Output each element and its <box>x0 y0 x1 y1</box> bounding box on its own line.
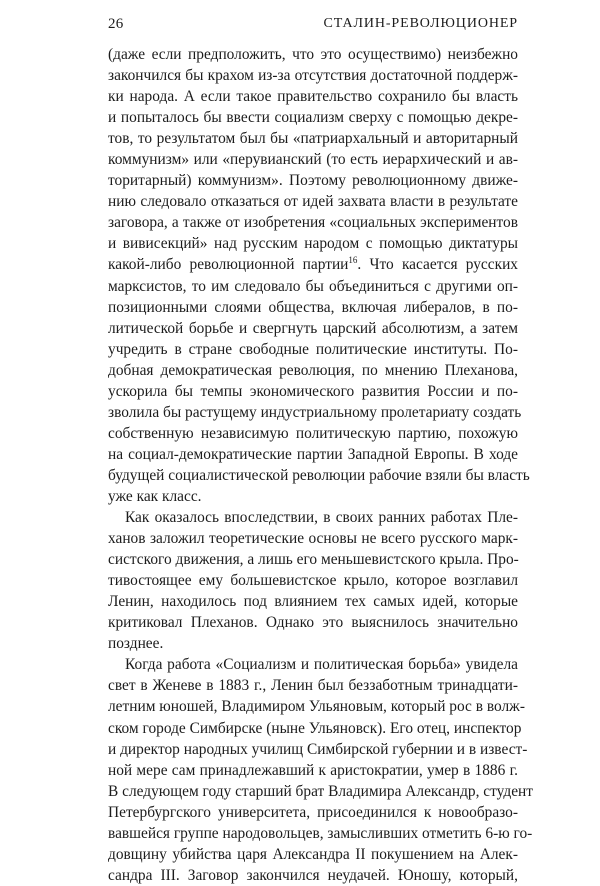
text-line: Петербургского университета, присоединился к новообразо- <box>108 803 518 821</box>
text-line: и вивисекций» над русским народом с помощью диктатуры <box>108 235 518 253</box>
text-line: торитарный) коммунизм». Поэтому революционному движе- <box>108 172 518 190</box>
text-line: ускорила бы темпы экономического развития России и по- <box>108 382 518 400</box>
text-line: нию следовало отказаться от идей захвата власти в результате <box>108 193 518 211</box>
body-text <box>108 44 533 886</box>
text-segment: какой-либо революционной партии <box>108 256 349 274</box>
text-line: на социал-демократические партии Западной Европы. В ходе <box>108 445 518 463</box>
text-line: коммунизм» или «перувианский (то есть иерархический и ав- <box>108 151 518 169</box>
text-line: учредить в стране свободные политические институты. По- <box>108 340 518 358</box>
text-line: зволила бы растущему индустриальному пролетариату создать <box>108 403 522 421</box>
text-line: тов, то результатом был бы «патриархальный и авторитарный <box>108 130 518 148</box>
text-line: литической борьбе и свергнуть царский абсолютизм, а затем <box>108 319 518 337</box>
text-line: тивостоящее ему большевистское крыло, которое возглавил <box>108 572 518 590</box>
page-header <box>108 16 518 38</box>
text-segment: . Что касается русских <box>357 256 519 274</box>
text-line-with-footnote <box>108 254 518 275</box>
text-line: ханов заложил теоретические основы не всего русского марк- <box>108 530 518 548</box>
text-line: ском городе Симбирске (ныне Ульяновск). Его отец, инспектор <box>108 719 522 737</box>
text-line: летним юношей, Владимиром Ульяновым, который рос в волж- <box>108 698 525 716</box>
text-line: критиковал Плеханов. Однако это выяснилось значительно <box>108 614 518 632</box>
footnote-reference[interactable]: 16 <box>348 255 358 266</box>
text-line: В следующем году старший брат Владимира Александр, студент <box>108 782 533 800</box>
text-line: позднее. <box>108 635 164 653</box>
text-line: систского движения, а лишь его меньшевистского крыла. Про- <box>108 551 519 569</box>
text-line: Как оказалось впоследствии, в своих ранних работах Пле- <box>125 509 518 527</box>
text-line: добная демократическая революция, по мнению Плеханова, <box>108 361 518 379</box>
text-line: довщину убийства царя Александра II покушением на Алек- <box>108 845 518 863</box>
text-line: закончился бы крахом из-за отсутствия достаточной поддерж- <box>108 67 518 85</box>
text-line: свет в Женеве в 1883 г., Ленин был беззаботным тринадцати- <box>108 677 518 695</box>
text-line: будущей социалистической революции рабочие взяли бы власть <box>108 466 530 484</box>
text-line: ки народа. А если такое правительство сохранило бы власть <box>108 88 518 106</box>
text-line: (даже если предположить, что это осуществимо) неизбежно <box>108 46 518 63</box>
text-line: сандра III. Заговор закончился неудачей. Юношу, который, <box>108 866 518 884</box>
text-line: и попыталось бы ввести социализм сверху с помощью декре- <box>108 109 518 127</box>
text-line: Когда работа «Социализм и политическая борьба» увидела <box>125 656 518 674</box>
text-line: ной мере сам принадлежавший к аристократии, умер в 1886 г. <box>108 761 518 779</box>
text-line: уже как класс. <box>108 487 202 505</box>
text-line: вавшейся группе народовольцев, замысливших отметить 6-ю го- <box>108 824 533 842</box>
text-line: заговора, а также от изобретения «социальных экспериментов <box>108 214 518 232</box>
running-title: СТАЛИН-РЕВОЛЮЦИОНЕР <box>323 16 518 31</box>
text-line: Ленин, находилось под влиянием тех самых идей, которые <box>108 593 518 611</box>
text-line: собственную независимую политическую партию, похожую <box>108 424 518 442</box>
text-line: позиционными слоями общества, включая либералов, в по- <box>108 298 518 316</box>
page-number: 26 <box>108 16 124 32</box>
text-line: и директор народных училищ Симбирской губернии и в извест- <box>108 740 528 758</box>
text-line: марксистов, то им следовало бы объединиться с другими оп- <box>108 277 518 295</box>
